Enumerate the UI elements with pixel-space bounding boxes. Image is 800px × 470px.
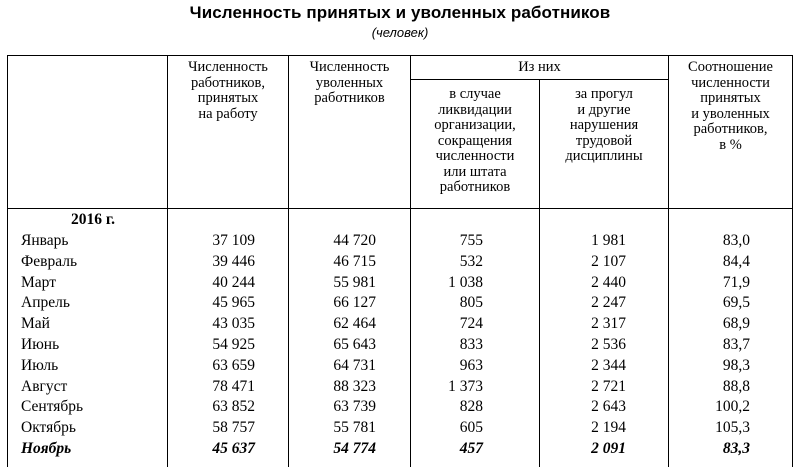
cell-ratio: 98,3: [722, 356, 750, 374]
header-ratio: Соотношение численности принятых и уволенных работников, в %: [688, 59, 773, 153]
cell-liquidation: 605: [459, 419, 483, 437]
cell-ratio: 68,9: [722, 315, 750, 333]
cell-discipline: 2 107: [591, 252, 626, 270]
cell-ratio: 71,9: [722, 273, 750, 291]
row-month: Февраль: [21, 252, 78, 270]
row-month: Август: [21, 377, 68, 395]
cell-liquidation: 724: [459, 315, 483, 333]
cell-dismissed: 66 127: [333, 294, 376, 312]
row-month: Октябрь: [21, 419, 76, 437]
header-hired: Численность работников, принятых на работу: [188, 59, 268, 122]
cell-hired: 63 852: [212, 398, 255, 416]
cell-liquidation: 457: [459, 440, 483, 457]
cell-liquidation: 1 038: [448, 273, 483, 291]
cell-hired: 39 446: [212, 252, 255, 270]
cell-discipline: 2 091: [591, 440, 626, 457]
cell-dismissed: 55 981: [333, 273, 376, 291]
cell-liquidation: 755: [459, 232, 483, 249]
cell-discipline: 2 247: [591, 294, 626, 312]
cell-ratio: 69,5: [722, 294, 750, 312]
row-month: Июль: [21, 356, 59, 374]
cell-ratio: 105,3: [715, 419, 750, 437]
cell-hired: 63 659: [212, 356, 255, 374]
row-month: Ноябрь: [21, 440, 72, 457]
row-month: Июнь: [21, 336, 60, 353]
cell-liquidation: 532: [459, 252, 483, 270]
cell-dismissed: 62 464: [333, 315, 376, 333]
table-left-border: [7, 55, 8, 467]
cell-dismissed: 55 781: [333, 419, 376, 437]
cell-discipline: 2 317: [591, 315, 626, 333]
cell-ratio: 84,4: [722, 252, 750, 270]
header-dismissed: Численность уволенных работников: [309, 59, 390, 106]
cell-hired: 37 109: [212, 232, 255, 249]
cell-dismissed: 88 323: [333, 377, 376, 395]
cell-discipline: 2 344: [591, 356, 626, 374]
table-title: Численность принятых и уволенных работников: [189, 3, 611, 22]
header-discipline: за прогул и другие нарушения трудовой дисциплины: [565, 86, 643, 164]
cell-hired: 45 637: [212, 440, 255, 457]
table-subtitle: (человек): [371, 25, 429, 40]
row-month: Май: [21, 315, 50, 333]
cell-ratio: 88,8: [722, 377, 750, 395]
cell-discipline: 2 440: [591, 273, 626, 291]
cell-hired: 40 244: [212, 273, 255, 291]
year-label: 2016 г.: [71, 211, 116, 228]
cell-discipline: 2 536: [591, 336, 626, 353]
header-bottom-border: [7, 208, 793, 209]
cell-liquidation: 1 373: [448, 377, 483, 395]
row-month: Апрель: [21, 294, 70, 312]
cell-ratio: 100,2: [715, 398, 750, 416]
cell-liquidation: 833: [459, 336, 483, 353]
header-liquidation: в случае ликвидации организации, сокращения численности или штата работников: [434, 86, 516, 195]
header-of-them: Из них: [518, 59, 561, 75]
cell-liquidation: 963: [459, 356, 483, 374]
cell-ratio: 83,7: [722, 336, 750, 353]
cell-ratio: 83,3: [722, 440, 750, 457]
cell-discipline: 2 194: [591, 419, 626, 437]
cell-hired: 43 035: [212, 315, 255, 333]
row-month: Сентябрь: [21, 398, 84, 416]
cell-discipline: 2 643: [591, 398, 626, 416]
cell-ratio: 83,0: [722, 232, 750, 249]
cell-dismissed: 44 720: [333, 232, 376, 249]
cell-hired: 54 925: [212, 336, 255, 353]
cell-discipline: 2 721: [591, 377, 626, 395]
cell-dismissed: 46 715: [333, 252, 376, 270]
cell-dismissed: 54 774: [333, 440, 376, 457]
cell-hired: 58 757: [212, 419, 255, 437]
row-month: Январь: [21, 232, 69, 249]
cell-dismissed: 64 731: [333, 356, 376, 374]
cell-dismissed: 65 643: [333, 336, 376, 353]
cell-liquidation: 805: [459, 294, 483, 312]
cell-liquidation: 828: [459, 398, 483, 416]
table-right-border: [792, 55, 793, 467]
cell-discipline: 1 981: [591, 232, 626, 249]
cell-hired: 78 471: [212, 377, 255, 395]
cell-hired: 45 965: [212, 294, 255, 312]
cell-dismissed: 63 739: [333, 398, 376, 416]
row-month: Март: [21, 273, 56, 291]
table-top-border: [7, 55, 793, 56]
